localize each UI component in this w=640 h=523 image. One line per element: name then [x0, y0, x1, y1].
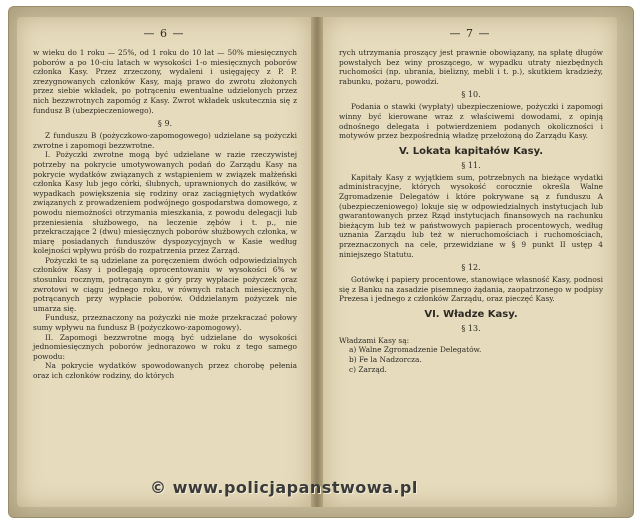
section-12-heading: § 12.: [461, 263, 481, 273]
page-number-left: — 6 —: [143, 27, 185, 40]
section-10-heading: § 10.: [461, 90, 481, 100]
section-13-heading: § 13.: [461, 323, 481, 333]
section-9-paragraph: Pożyczki te są udzielane za poręczeniem dwóch odpowiedzialnych członków Kasy i podlegają oprocentowaniu w wysokości 6% w stosunku rocznym, potrącanym z góry przy wypłacie pożyczek oraz zwrotowi w ciągu jednego roku, w równych ratach miesięcznych, potrącanych przy wypłacie poborów. Oddzielanym pożyczek nie umarza się.: [33, 255, 297, 313]
right-page-content: [323, 48, 617, 374]
section-11-text: Kapitały Kasy z wyjątkiem sum, potrzebnych na bieżące wydatki administracyjne, których wysokość corocznie określa Walne Zgromadzenie Delegatów i które pokrywane są z funduszu A (ubezpieczeniowego) lokuje się w odpowiedzialnych instytucjach lub gwarantowanych przez Rząd instytucjach finansowych na rachunku bieżącym lub też w państwowych papierach procentowych, według uznania Zarządu lub też w nieruchomościach i ruchomościach, przeznaczonych na cele, przewidziane w § 9 punkt II ustęp 4 niniejszego Statutu.: [339, 172, 603, 259]
chapter-v-heading: V. Lokata kapitałów Kasy.: [398, 145, 544, 157]
section-13-item: b) Fe la Nadzorcza.: [349, 355, 422, 365]
left-page-content: [17, 48, 311, 381]
right-top-paragraph: rych utrzymania proszący jest prawnie obowiązany, na spłatę długów powstałych bez winy proszącego, w wypadku utraty niezbędnych ruchomości (np. ubrania, bielizny, mebli i t. p.), skutkiem kradzieży, rabunku, pożaru, powodzi.: [339, 48, 603, 86]
section-13-item: c) Zarząd.: [349, 364, 387, 374]
section-9-paragraph: I. Pożyczki zwrotne mogą być udzielane w razie rzeczywistej potrzeby na pokrycie umotywowanych podań do Zarządu Kasy na pokrycie wydatków związanych z wstąpieniem w związek małżeński członka Kasy lub jego córki, ślubnych, uprawnionych do zasiłków, w wypadkach powiększenia się rodziny oraz zaciągniętych wydatków związanych z prowadzeniem podwójnego gospodarstwa domowego, z powodu niemożności otrzymania mieszkania, z powodu delegacji lub przeniesienia służbowego, na leczenie zębów i t. p., nie przekraczające 2 (dwu) miesięcznych poborów służbowych członka, w miarę posiadanych funduszów dyspozycyjnych w Kasie według kolejności wpływu próśb do rozpatrzenia przez Zarząd.: [33, 150, 297, 256]
booklet-spread: [8, 6, 634, 518]
left-top-paragraph: w wieku do 1 roku — 25%, od 1 roku do 10 lat — 50% miesięcznych poborów a po 10-ciu latach w wysokości 1-o miesięcznych poborów członka Kasy. Przez zrzeczony, wydaleni i usięgajęcy z P. P. zrezygnowanych członków Kasy, mają prawo do zwrotu złożonych przez siebie wkładek, po potrąceniu ewentualne udzielonych przez nich bezzwrotnych zapomóg z Kasy. Zwrot wkładek uskutecznia się z fundusz B (ubezpieczeniowego).: [33, 48, 297, 115]
section-9-paragraph: Na pokrycie wydatków spowodowanych przez chorobę pełenia oraz ich członków rodziny, do których: [33, 361, 297, 380]
left-page: [17, 17, 311, 507]
section-9-paragraph: Fundusz, przeznaczony na pożyczki nie może przekraczać połowy sumy wpływu na fundusz B (pożyczkowo-zapomogowy).: [33, 313, 297, 333]
book-gutter: [311, 17, 323, 507]
section-13-intro: Władzami Kasy są:: [339, 335, 410, 345]
section-9-paragraph: Z funduszu B (pożyczkowo-zapomogowego) udzielane są pożyczki zwrotne i zapomogi bezzwrotne.: [33, 131, 297, 150]
section-13-item: a) Walne Zgromadzenie Delegatów.: [349, 345, 482, 355]
section-12-text: Gotówkę i papiery procentowe, stanowiące własność Kasy, podnosi się z Banku na zasadzie pisemnego żądania, zaopatrzonego w podpisy Prezesa i jednego z członków Zarządu, oraz pieczęć Kasy.: [339, 275, 603, 304]
chapter-vi-heading: VI. Władze Kasy.: [424, 308, 518, 320]
section-10-text: Podania o stawki (wypłaty) ubezpieczeniowe, pożyczki i zapomogi winny być kierowane wraz z właściwemi dowodami, z opinją odnośnego delegata i potwierdzeniem podanych okoliczności i motywów przez bezpośrednią władzę przełożoną do Zarządu Kasy.: [339, 102, 603, 141]
watermark-text: © www.policjapanstwowa.pl: [150, 478, 418, 497]
section-9-paragraph: II. Zapomogi bezzwrotne mogą być udzielane do wysokości jednomiesięcznych poborów jednorazowo w roku z tego samego powodu:: [33, 332, 297, 361]
section-9-heading: § 9.: [157, 119, 173, 129]
section-11-heading: § 11.: [461, 160, 481, 170]
right-page: [323, 17, 617, 507]
page-number-right: — 7 —: [449, 27, 491, 40]
